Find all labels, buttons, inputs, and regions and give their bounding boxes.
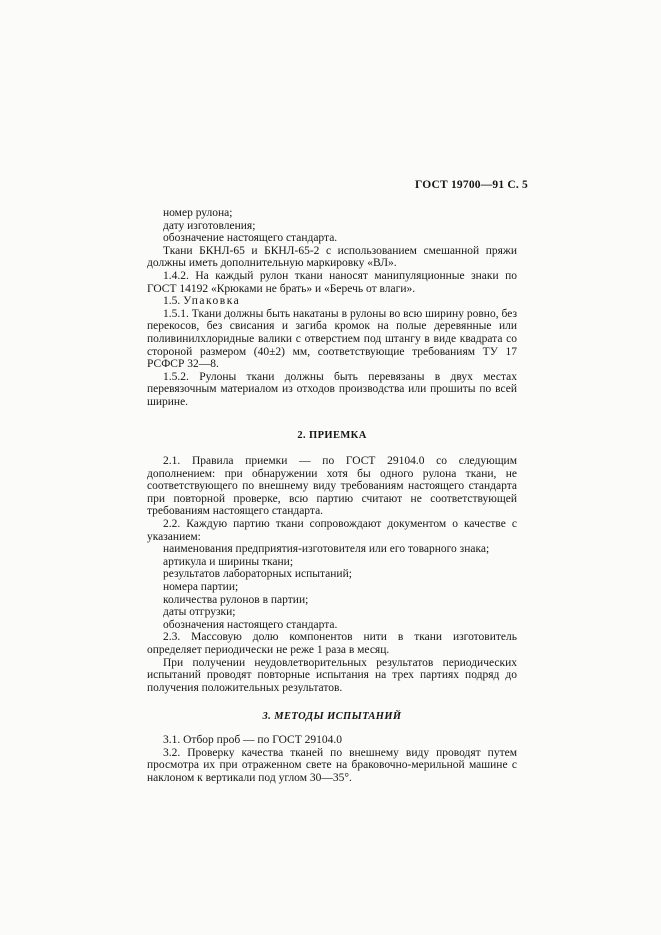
paragraph-1-5-2: 1.5.2. Рулоны ткани должны быть перевязаны в двух местах перевязочным материалом из отходов производства или прошиты по всей ширине. [147, 370, 517, 408]
paragraph-2-1: 2.1. Правила приемки — по ГОСТ 29104.0 со следующим дополнением: при обнаружении хотя бы одного рулона ткани, не соответствующего по внешнему виду требованиям настоящего стандарта при повторной проверке, всю партию считают не соответствующей требованиям настоящего стандарта. [147, 455, 517, 518]
paragraph-1-4-2: 1.4.2. На каждый рулон ткани наносят манипуляционные знаки по ГОСТ 14192 «Крюками не брать» и «Беречь от влаги». [147, 269, 517, 295]
marking-item-standard: обозначение настоящего стандарта. [163, 232, 338, 245]
paragraph-3-1: 3.1. Отбор проб — по ГОСТ 29104.0 [163, 733, 342, 746]
list-item: даты отгрузки; [163, 606, 236, 619]
page-header-code: ГОСТ 19700—91 С. 5 [415, 179, 528, 191]
subsection-number: 1.5. [163, 295, 181, 308]
section-2-heading: 2. ПРИЕМКА [297, 429, 367, 441]
list-item: артикула и ширины ткани; [163, 555, 294, 568]
subsection-name: Упаковка [183, 295, 241, 308]
list-item: результатов лабораторных испытаний; [163, 568, 352, 581]
page-content [147, 207, 517, 784]
section-3-heading: 3. МЕТОДЫ ИСПЫТАНИЙ [262, 711, 402, 723]
list-item: наименования предприятия-изготовителя или его товарного знака; [163, 543, 490, 556]
paragraph-2-2: 2.2. Каждую партию ткани сопровождают документом о качестве с указанием: [147, 518, 517, 543]
marking-item-date: дату изготовления; [163, 219, 256, 232]
paragraph-1-5-1: 1.5.1. Ткани должны быть накатаны в рулоны во всю ширину ровно, без перекосов, без свисания и загиба кромок на полые деревянные или поливинилхлоридные валики с отверстием под штангу в виде квадрата со стороной размером (40±2) мм, соответствующие требованиям ТУ 17 РСФСР 32—8. [147, 307, 517, 371]
list-item: обозначения настоящего стандарта. [163, 618, 338, 631]
paragraph-2-3: 2.3. Массовую долю компонентов нити в ткани изготовитель определяет периодически не реже 1 раза в месяц. [147, 631, 517, 656]
paragraph-periodic-tests: При получении неудовлетворительных результатов периодических испытаний проводят повторные испытания на трех партиях подряд до получения положительных результатов. [147, 656, 517, 694]
paragraph-fabrics-marking: Ткани БКНЛ-65 и БКНЛ-65-2 с использованием смешанной пряжи должны иметь дополнительную маркировку «ВЛ». [147, 244, 517, 270]
paragraph-3-2: 3.2. Проверку качества тканей по внешнему виду проводят путем просмотра их при отраженном свете на браковочно-мерильной машине с наклоном к вертикали под углом 30—35°. [147, 746, 517, 784]
list-item: количества рулонов в партии; [163, 593, 309, 606]
list-item: номера партии; [163, 581, 239, 594]
marking-item-roll-number: номер рулона; [163, 207, 233, 219]
subsection-1-5-title [147, 295, 517, 308]
